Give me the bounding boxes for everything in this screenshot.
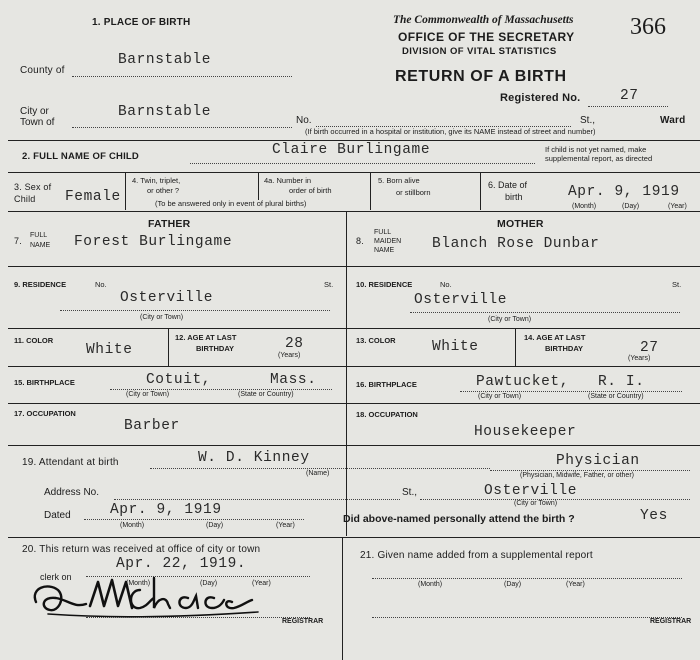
dated-year-label: (Year) <box>276 522 295 529</box>
supplemental-note-1: If child is not yet named, make <box>545 145 647 154</box>
mother-name-num: 8. <box>356 236 364 246</box>
father-birthplace-city: Cotuit, <box>146 372 212 388</box>
dob-year-label: (Year) <box>668 203 687 210</box>
supplemental-month-label: (Month) <box>418 581 443 588</box>
city-value: Barnstable <box>118 104 212 120</box>
father-city-town-label: (City or Town) <box>140 314 184 321</box>
father-age-label-1: 12. AGE AT LAST <box>175 333 237 342</box>
father-birthplace-label: 15. BIRTHPLACE <box>14 378 75 387</box>
mother-color-label: 13. COLOR <box>356 336 396 345</box>
receipt-year-label: (Year) <box>252 580 271 587</box>
address-city-value: Osterville <box>484 483 578 499</box>
father-birthplace-state: Mass. <box>270 372 317 388</box>
father-residence-value: Osterville <box>120 290 214 306</box>
dob-label-1: 6. Date of <box>488 180 528 190</box>
mother-residence-st: St. <box>672 280 682 289</box>
father-name-label-2: NAME <box>30 242 51 249</box>
order-label-2: order of birth <box>289 186 332 195</box>
mother-color-value: White <box>432 339 479 355</box>
registered-label: Registered No. <box>500 92 581 104</box>
receipt-date-value: Apr. 22, 1919. <box>116 556 247 572</box>
registered-number: 27 <box>620 88 639 104</box>
mother-residence-no: No. <box>440 280 452 289</box>
attendant-name-sub: (Name) <box>306 470 330 477</box>
attend-question: Did above-named personally attend the birth ? <box>343 513 575 525</box>
attendant-title-value: Physician <box>556 453 640 469</box>
receipt-month-label: (Month) <box>126 580 151 587</box>
registrar-signature <box>28 568 278 624</box>
born-alive-label-1: 5. Born alive <box>378 176 420 185</box>
mother-birthplace-city-label: (City or Town) <box>478 393 522 400</box>
division-title: DIVISION OF VITAL STATISTICS <box>402 46 557 57</box>
father-age-value: 28 <box>285 336 304 352</box>
sex-label-2: Child <box>14 194 36 204</box>
mother-residence-value: Osterville <box>414 292 508 308</box>
dated-month-label: (Month) <box>120 522 145 529</box>
dated-day-label: (Day) <box>206 522 224 529</box>
page-number: 366 <box>630 14 666 40</box>
attendant-name-value: W. D. Kinney <box>198 450 310 466</box>
father-years-label: (Years) <box>278 352 301 359</box>
supplemental-note-2: supplemental report, as directed <box>545 154 653 163</box>
father-name-label-1: FULL <box>30 232 48 239</box>
supplemental-day-label: (Day) <box>504 581 522 588</box>
father-color-value: White <box>86 342 133 358</box>
ward-label: Ward <box>660 115 686 126</box>
mother-name-label-2: MAIDEN <box>374 238 402 245</box>
plural-note: (To be answered only in event of plural births) <box>155 199 307 208</box>
father-residence-no: No. <box>95 280 107 289</box>
sex-value: Female <box>65 189 121 205</box>
father-residence-label: 9. RESIDENCE <box>14 280 67 289</box>
place-of-birth-heading: 1. PLACE OF BIRTH <box>92 17 191 28</box>
mother-occupation-value: Housekeeper <box>474 424 577 440</box>
child-name-value: Claire Burlingame <box>272 142 431 158</box>
child-name-label: 2. FULL NAME OF CHILD <box>22 151 139 162</box>
county-label: County of <box>20 65 65 76</box>
mother-birthplace-city: Pawtucket, <box>476 374 570 390</box>
no-label: No. <box>296 115 312 126</box>
mother-heading: MOTHER <box>497 218 544 230</box>
dated-value: Apr. 9, 1919 <box>110 502 222 518</box>
sex-label-1: 3. Sex of <box>14 182 52 192</box>
mother-name-label-3: NAME <box>374 247 395 254</box>
mother-name-label-1: FULL <box>374 229 392 236</box>
city-label-2: Town of <box>20 117 55 128</box>
city-label-1: City or <box>20 106 49 117</box>
father-birthplace-city-label: (City or Town) <box>126 391 170 398</box>
mother-occupation-label: 18. OCCUPATION <box>356 410 418 419</box>
order-label-1: 4a. Number in <box>264 176 312 185</box>
mother-birthplace-label: 16. BIRTHPLACE <box>356 380 417 389</box>
father-occupation-value: Barber <box>124 418 180 434</box>
mother-birthplace-state: R. I. <box>598 374 645 390</box>
mother-city-town-label: (City or Town) <box>488 316 532 323</box>
mother-residence-label: 10. RESIDENCE <box>356 280 413 289</box>
address-label: Address No. <box>44 487 100 498</box>
address-city-label: (City or Town) <box>514 500 558 507</box>
receipt-label: 20. This return was received at office of city or town <box>22 544 261 555</box>
father-color-label: 11. COLOR <box>14 336 54 345</box>
twin-label-2: or other ? <box>147 186 180 195</box>
father-heading: FATHER <box>148 218 191 230</box>
dob-month-label: (Month) <box>572 203 597 210</box>
mother-years-label: (Years) <box>628 355 651 362</box>
dob-label-2: birth <box>505 192 523 202</box>
county-value: Barnstable <box>118 52 212 68</box>
born-alive-label-2: or stillborn <box>396 188 431 197</box>
father-name-value: Forest Burlingame <box>74 234 233 250</box>
mother-age-value: 27 <box>640 340 659 356</box>
dated-label: Dated <box>44 510 71 521</box>
attendant-label: 19. Attendant at birth <box>22 457 119 468</box>
mother-age-label-1: 14. AGE AT LAST <box>524 333 586 342</box>
supplemental-year-label: (Year) <box>566 581 585 588</box>
mother-birthplace-state-label: (State or Country) <box>588 393 644 400</box>
mother-name-value: Blanch Rose Dunbar <box>432 236 600 252</box>
supplemental-registrar-label: REGISTRAR <box>650 618 692 625</box>
receipt-registrar-label: REGISTRAR <box>282 618 324 625</box>
father-age-label-2: BIRTHDAY <box>196 344 235 353</box>
hospital-note: (If birth occurred in a hospital or institution, give its NAME instead of street and number) <box>305 127 596 136</box>
clerk-label: clerk on <box>40 572 72 582</box>
office-title: OFFICE OF THE SECRETARY <box>398 30 575 44</box>
dob-day-label: (Day) <box>622 203 640 210</box>
father-name-num: 7. <box>14 236 22 246</box>
st-label: St., <box>580 115 596 126</box>
supplemental-label: 21. Given name added from a supplemental report <box>360 550 593 561</box>
form-title: RETURN OF A BIRTH <box>395 68 567 85</box>
father-birthplace-state-label: (State or Country) <box>238 391 294 398</box>
father-occupation-label: 17. OCCUPATION <box>14 409 76 418</box>
twin-label-1: 4. Twin, triplet, <box>132 176 181 185</box>
commonwealth-title: The Commonwealth of Massachusetts <box>393 14 574 26</box>
mother-age-label-2: BIRTHDAY <box>545 344 584 353</box>
receipt-day-label: (Day) <box>200 580 218 587</box>
attendant-title-sub: (Physician, Midwife, Father, or other) <box>520 472 634 479</box>
address-st-label: St., <box>402 487 418 498</box>
father-residence-st: St. <box>324 280 334 289</box>
attend-answer: Yes <box>640 508 668 524</box>
dob-value: Apr. 9, 1919 <box>568 184 680 200</box>
